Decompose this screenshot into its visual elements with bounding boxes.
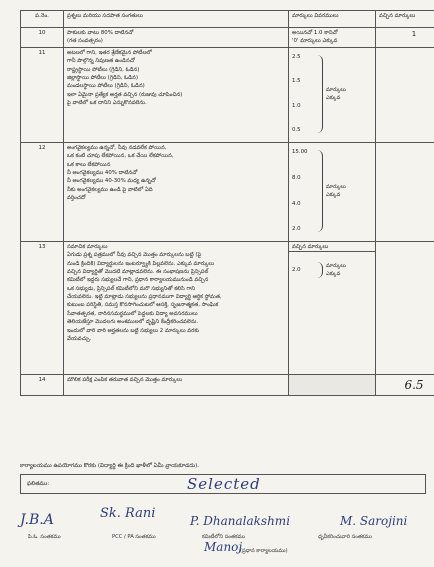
marks-values [292,49,316,139]
criteria-line: వచ్చిన విద్యార్థితో మొదటి మాట్లాడవలెను. ఈ సంభాషణను ప్రిన్సిపల్ [67,268,209,275]
row-criteria [64,142,289,241]
criteria-line: ఒక కాలు లేకపోయిన [67,161,111,168]
marks-value: 4.0 [292,200,301,207]
criteria-table [20,10,434,396]
criteria-line: మండలస్థాయి పోటీలు (గ్రెడిని, ఓడిన) [67,83,145,90]
row-sn: 13 [21,241,64,374]
row-awarded [376,47,434,142]
header-sn: ప.నెం. [21,11,64,28]
bracket [316,55,323,133]
criteria-line: రాష్ట్రస్థాయి పోటీలు (గ్రెడిని, ఓడిన) [67,66,140,73]
header-marks: మార్కులు వివరములు [289,11,376,28]
marks-values [292,144,316,238]
criteria-line: అంగవైకల్యము ఉన్నచో, నీవు నడవలేక పోయిన, [67,144,167,151]
row-criteria [64,374,289,396]
criteria-line: నీకు అంగవైకల్యము ఉండి పై వాటిలో ఏది [67,186,153,193]
criteria-line: పై వాటిలో ఒక దానిని ఎన్నుకొనవలెను. [67,100,147,106]
table-header-row [21,11,434,28]
table-row [21,47,434,142]
row-marks [289,142,376,241]
marks-value: 1.0 [292,102,301,109]
result-value: Selected [187,475,261,493]
criteria-line: ఇలా ఏమైనా ప్రత్యేక అర్హత వచ్చిన (రుజువు చూపించిన) [67,91,183,98]
criteria-line: ఒక కంటి చూపు లేకపోయిన, ఒక చేయి లేకపోయిన, [67,153,174,160]
header-criteria: ప్రశ్నలు మరియు సదపాత సంగతులు [64,11,289,28]
marks-label: మార్కులు ఎక్కువ [326,183,346,198]
criteria-line: మౌలిక పరీక్ష ఎంపిక తరువాత వచ్చిన మొత్తం మార్కులు [67,376,183,383]
row-criteria [64,28,289,48]
criteria-line: నీ అంగవైకల్యము 40% దాటినచో [67,169,138,176]
signature-head-office-caption: (ప్రధాన కార్యాలయము) [240,548,288,554]
marks-value: 2.0 [292,266,301,273]
criteria-line: గానీ పాల్గొన్న నిపుణత ఉండినచో [67,58,135,65]
signature-head-office: Manoj [204,540,243,554]
marks-value: 2.5 [292,53,301,60]
row-marks [289,241,376,374]
header-awarded: వచ్చిన మార్కులు [376,11,434,28]
row-sn: 11 [21,47,64,142]
signature-committee: P. Dhanalakshmi [190,514,291,528]
row-marks [289,47,376,142]
signature-verifier: M. Sarojini [340,514,408,528]
criteria-line: అటలలో గాని, ఇతర శ్రేణేకమైన పోటీలలో [67,49,152,56]
criteria-line: తెలియజేస్తూ మొదలగు అంశములలో దృష్టిని కేంద్రీకరించవలెను. [67,319,199,326]
table-row [21,241,434,374]
criteria-line: ఇందులో వారి వారి అర్హతలను బట్టి సభ్యులు 2 మార్కులు వరకు [67,327,199,334]
result-label: ఫలితము: [27,481,50,487]
marks-value: 8.0 [292,174,301,181]
bracket [316,262,323,278]
office-use-note: కార్యాలయము ఉపయోగము కొరకు (విద్యార్థి ఈ క్రింది ఖాళీలో ఏమీ వ్రాయకూడదు). [20,463,200,469]
row-awarded [376,241,434,374]
signature-committee-caption: కమిటీలోని సంతకము [202,534,245,540]
marks-value: 2.0 [292,226,301,233]
marks-value: 0.5 [292,127,301,134]
criteria-line: నీ అంగవైకల్యము 40-30% మధ్య ఉన్నచో [67,178,156,185]
criteria-line: ఏగుడు ప్రశ్న పత్రములో నీవు వచ్చిన మొత్తం మార్కులను బట్టి (పై [67,252,202,259]
row-marks [289,374,376,396]
row-marks [289,28,376,48]
criteria-line: సేవాతత్పరత, నారినసమర్థములో పెద్దలకు విద్యా అవసరములు [67,310,198,317]
marks-label: మార్కులు ఎక్కువ [326,263,346,278]
table-row [21,28,434,48]
marks-value: 1.5 [292,78,301,85]
criteria-line: (గత సంవత్సరం) [67,38,103,45]
marks-value: 15.00 [292,148,308,155]
signature-pcc: Sk. Rani [100,506,156,521]
criteria-line: ఒక సభ్యుడు, ప్రిన్సిపల్ కమిటీలోని మరొ సభ్యునితో కలిసి గాని [67,285,196,292]
criteria-line: వర్తించదో [67,195,86,201]
criteria-line: వేయవచ్చు. [67,335,92,342]
marks-subheader: వచ్చిన మార్కులు [289,243,375,252]
signature-verifier-caption: ధృవీకరించువారి సంతకము [318,534,372,540]
result-box [20,474,426,494]
table-row [21,142,434,241]
criteria-line: పాకులకు వాటు 80% దాటినచో [67,30,134,36]
criteria-line: నుండి క్రిందికి) విద్యార్థులను ఇంటర్వ్యూకి పిల్లవలెను. ఎక్కువ మార్కులు [67,260,215,267]
row-sn: 12 [21,142,64,241]
marks-line: అయినచో 1.0 కానిచో [292,30,338,36]
marks-line: '0' మార్కులు ఎక్కువ [292,38,338,45]
marks-values [292,256,316,284]
criteria-line: చేయవలెను. ఇట్టి మాట్లాడు సభ్యులను ప్రధానముగా విద్యార్థి ఆర్థిక స్థోమత, [67,294,222,300]
signature-po-caption: పి.ఓ. సంతకము [28,534,61,540]
criteria-line: కుటుంబ పరిస్థితి, సమస్త కొనసాగించుటలో ఆసక్తి, సృజనాత్మకత, సాంఘిక [67,302,219,309]
criteria-line: జిల్లాస్థాయి పోటీలు (గ్రెడిని, ఓడిన) [67,74,138,81]
row-sn: 14 [21,374,64,396]
table-row [21,374,434,396]
row-criteria [64,241,289,374]
criteria-title: సమాచిక మార్కులు [67,243,108,250]
row-awarded [376,142,434,241]
total-score: 6.5 [376,374,434,396]
row-criteria [64,47,289,142]
signature-pcc-caption: PCC / PA సంతకము [112,534,156,540]
signature-po: J.B.A [20,512,54,528]
bracket [316,150,323,232]
row-sn: 10 [21,28,64,48]
row-awarded: 1 [376,28,434,48]
criteria-line: కమిటీలో ఇద్దరు సభ్యులచే గాని, ప్రధాన కార్యాలయమునుండి వచ్చిన [67,277,209,284]
marks-label: మార్కులు ఎక్కువ [326,86,346,101]
